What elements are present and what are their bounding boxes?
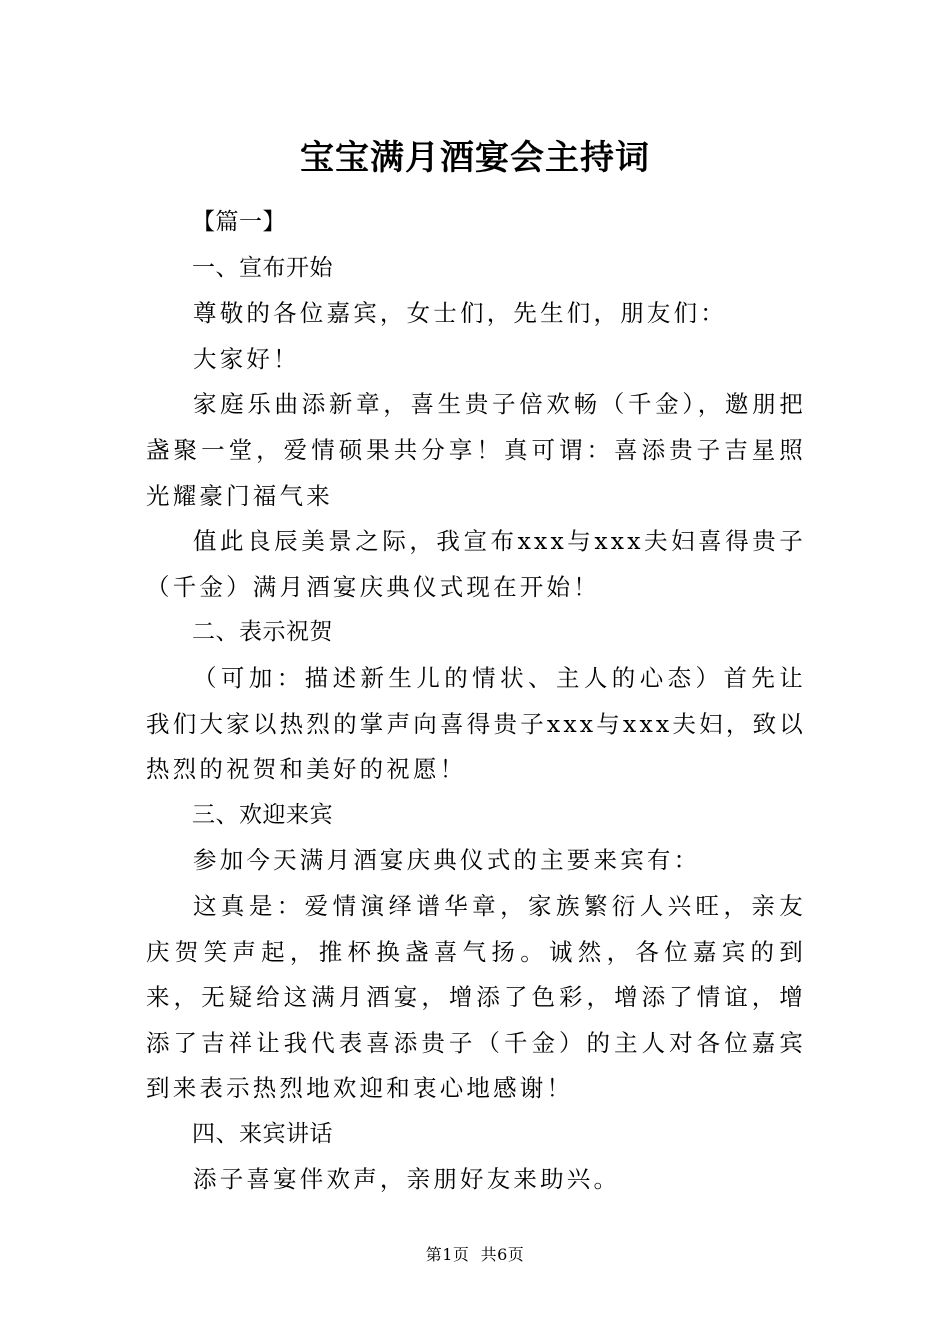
body-paragraph: （可加：描述新生儿的情状、主人的心态）首先让我们大家以热烈的掌声向喜得贵子xxx与xxx夫妇，致以热烈的祝贺和美好的祝愿！ (146, 663, 806, 784)
document-title: 宝宝满月酒宴会主持词 (300, 138, 650, 178)
section-heading: 二、表示祝贺 (192, 619, 333, 646)
section-label: 【篇一】 (192, 209, 286, 235)
body-paragraph: 参加今天满月酒宴庆典仪式的主要来宾有： (193, 846, 701, 875)
section-heading: 一、宣布开始 (192, 254, 333, 281)
body-paragraph: 尊敬的各位嘉宾，女士们，先生们，朋友们： (193, 299, 727, 328)
body-paragraph: 添子喜宴伴欢声，亲朋好友来助兴。 (193, 1165, 621, 1194)
body-paragraph: 家庭乐曲添新章，喜生贵子倍欢畅（千金），邀朋把盏聚一堂，爱情硕果共分享！真可谓：喜添贵子吉星照光耀豪门福气来 (146, 390, 806, 510)
page-footer (0, 1242, 950, 1265)
page-number-label: 第1页 共6页 (425, 1245, 525, 1264)
section-heading: 三、欢迎来宾 (192, 801, 333, 828)
body-paragraph: 大家好！ (193, 344, 300, 373)
body-paragraph: 这真是：爱情演绎谱华章，家族繁衍人兴旺，亲友庆贺笑声起，推杯换盏喜气扬。诚然，各位嘉宾的到来，无疑给这满月酒宴，增添了色彩，增添了情谊，增添了吉祥让我代表喜添贵子（千金）的主人对各位嘉宾到来表示热烈地欢迎和衷心地感谢！ (146, 891, 806, 1103)
section-heading: 四、来宾讲话 (192, 1120, 333, 1147)
body-paragraph: 值此良辰美景之际，我宣布xxx与xxx夫妇喜得贵子（千金）满月酒宴庆典仪式现在开始！ (146, 527, 806, 601)
document-body (146, 200, 806, 1203)
